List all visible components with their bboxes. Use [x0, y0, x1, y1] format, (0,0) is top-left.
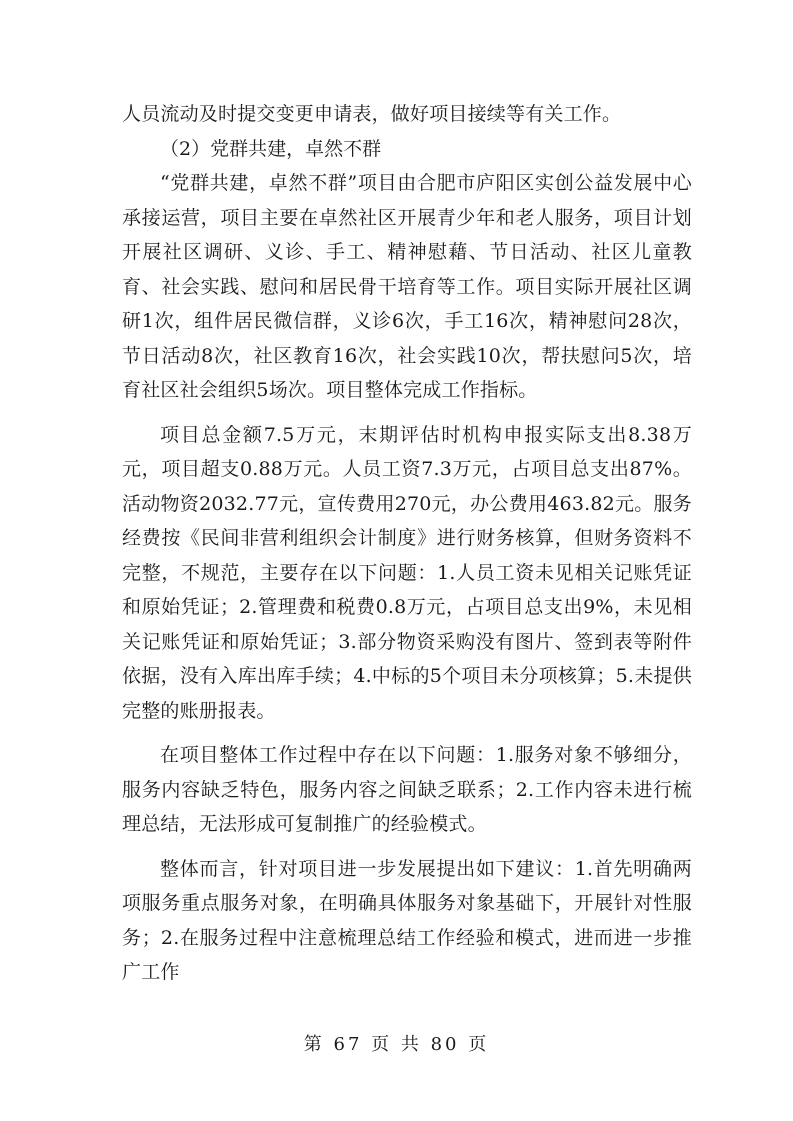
- paragraph-issues: 在项目整体工作过程中存在以下问题：1.服务对象不够细分，服务内容缺乏特色，服务内容之间缺乏联系；2.工作内容未进行梳理总结，无法形成可复制推广的经验模式。: [122, 744, 692, 835]
- page-number: 第 67 页 共 80 页: [303, 1034, 490, 1055]
- paragraph-finance: 项目总金额7.5万元，末期评估时机构申报实际支出8.38万元，项目超支0.88万元。人员工资7.3万元，占项目总支出87%。活动物资2032.77元，宣传费用270元，办公费用463.82元。服务经费按《民间非营利组织会计制度》进行财务核算，但财务资料不完整，不规范，主要存在以下问题：1.人员工资未见相关记账凭证和原始凭证；2.管理费和税费0.8万元，占项目总支出9%，未见相关记账凭证和原始凭证；3.部分物资采购没有图片、签到表等附件依据，没有入库出库手续；4.中标的5个项目未分项核算；5.未提供完整的账册报表。: [122, 423, 692, 722]
- paragraph-project-overview: “党群共建，卓然不群”项目由合肥市庐阳区实创公益发展中心承接运营，项目主要在卓然社区开展青少年和老人服务，项目计划开展社区调研、义诊、手工、精神慰藉、节日活动、社区儿童教育、社会实践、慰问和居民骨干培育等工作。项目实际开展社区调研1次，组件居民微信群，义诊6次，手工16次，精神慰问28次，节日活动8次，社区教育16次，社会实践10次，帮扶慰问5次，培育社区社会组织5场次。项目整体完成工作指标。: [122, 172, 692, 401]
- document-body: [122, 97, 692, 990]
- paragraph-continuation: 人员流动及时提交变更申请表，做好项目接续等有关工作。: [122, 103, 622, 125]
- paragraph-suggestions: 整体而言，针对项目进一步发展提出如下建议：1.首先明确两项服务重点服务对象，在明确具体服务对象基础下，开展针对性服务；2.在服务过程中注意梳理总结工作经验和模式，进而进一步推广工作: [122, 857, 692, 983]
- section-heading: （2）党群共建，卓然不群: [160, 137, 382, 160]
